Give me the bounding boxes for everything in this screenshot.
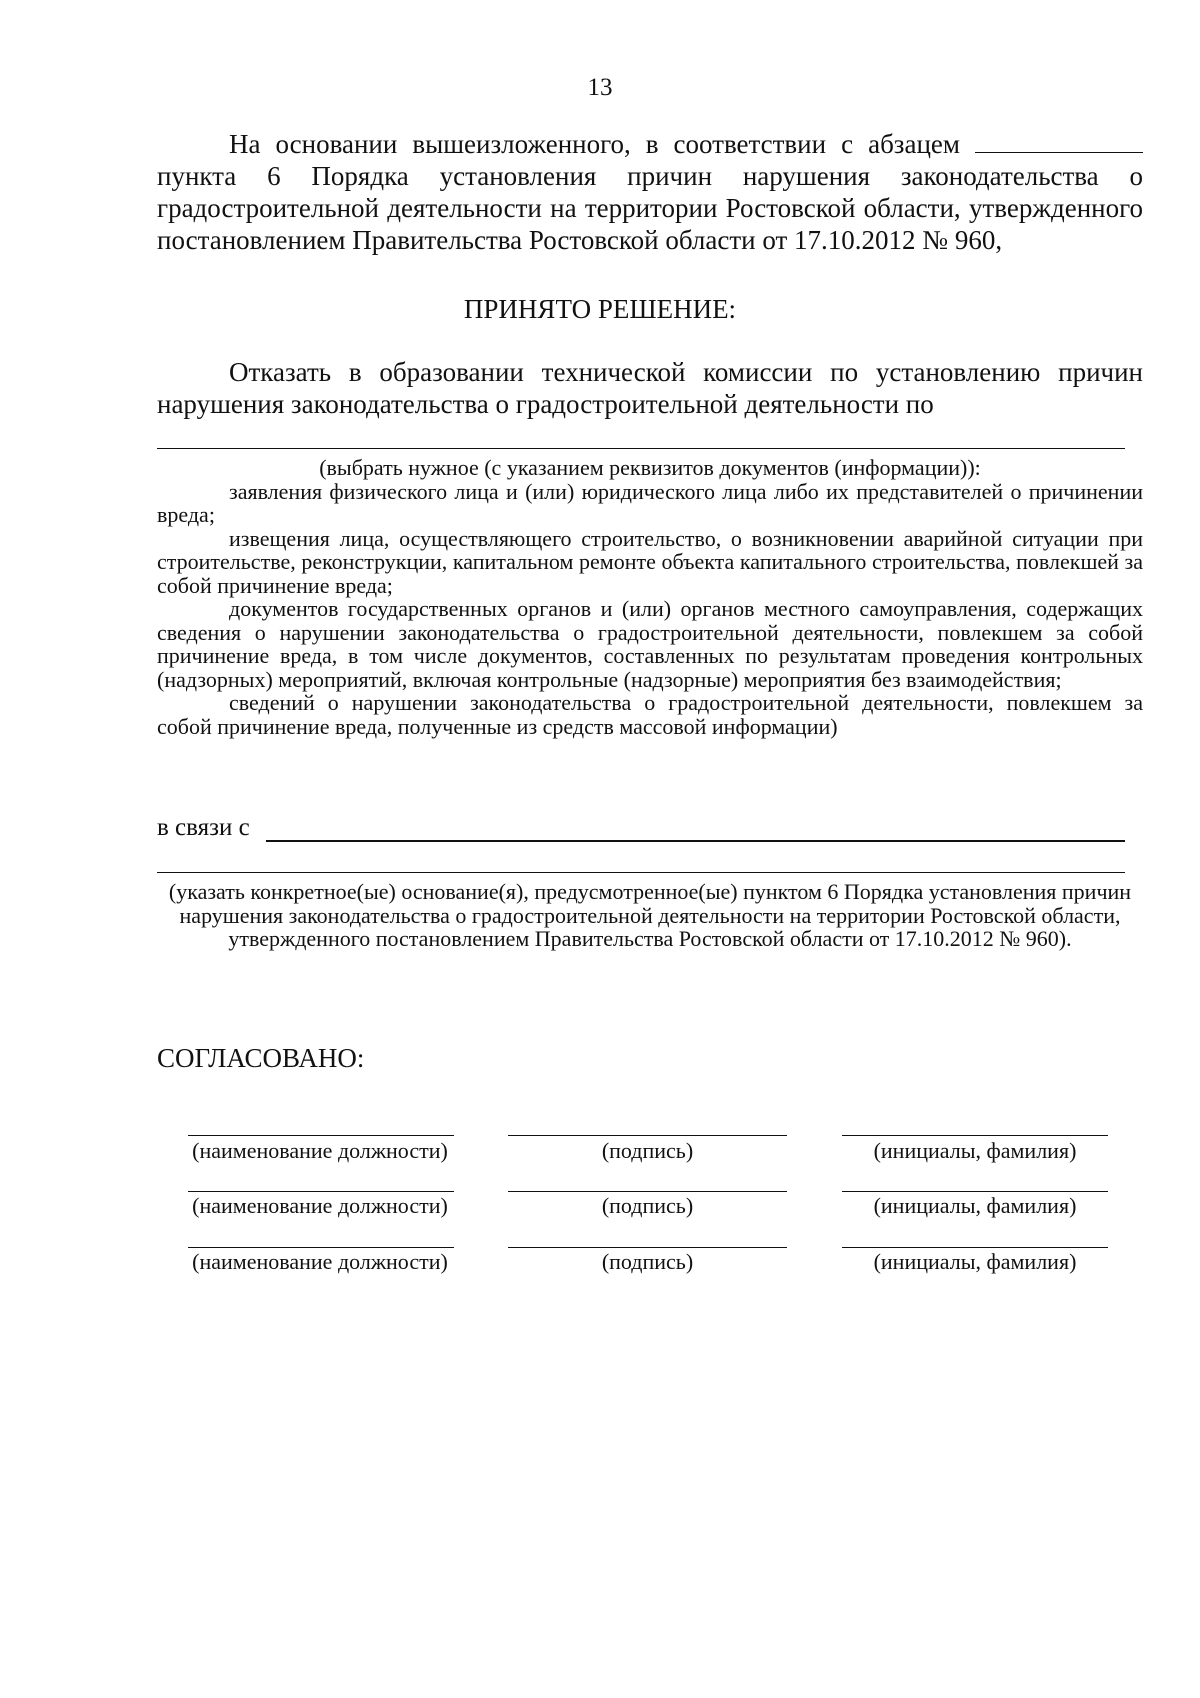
basis-blank-line[interactable] (157, 872, 1125, 873)
choose-note-item-4: сведений о нарушении законодательства о градостроительной деятельности, повлекшем за собой причинение вреда, полученные из средств массовой информации) (157, 690, 1143, 739)
signature-label-3: (подпись) (601, 1249, 694, 1274)
paragraph-basis-rest: пункта 6 Порядка установления причин нарушения законодательства о градостроительной деятельности на территории Ростовской области, утвержденного постановлением Правительства Ростовской области от 17.10.2012 № 960, (157, 161, 1143, 255)
paragraph-refuse (157, 356, 1143, 420)
position-line-2[interactable] (188, 1191, 454, 1192)
choose-note-item-3: документов государственных органов и (или) органов местного самоуправления, содержащих сведения о нарушении законодательства о градостроительной деятельности, повлекшем за собой причинение вреда, в том числе документов, составленных по результатам проведения контрольных (надзорных) мероприятий, включая контрольные (надзорные) мероприятия без взаимодействия; (157, 596, 1143, 692)
in-connection-label: в связи с (157, 814, 250, 841)
in-connection-blank-line[interactable] (266, 840, 1125, 842)
name-label-2: (инициалы, фамилия) (873, 1193, 1077, 1218)
signature-line-3[interactable] (508, 1247, 787, 1248)
position-label-1: (наименование должности) (192, 1138, 448, 1163)
page-number: 13 (587, 74, 613, 101)
signature-label-1: (подпись) (601, 1138, 694, 1163)
signature-line-1[interactable] (508, 1135, 787, 1136)
name-label-3: (инициалы, фамилия) (873, 1249, 1077, 1274)
position-line-1[interactable] (188, 1135, 454, 1136)
decision-heading: ПРИНЯТО РЕШЕНИЕ: (463, 294, 737, 324)
name-line-2[interactable] (842, 1191, 1108, 1192)
agreed-heading: СОГЛАСОВАНО: (157, 1043, 365, 1073)
paragraph-refuse-text: Отказать в образовании технической комиссии по установлению причин нарушения законодательства о градостроительной деятельности по (157, 357, 1143, 419)
name-label-1: (инициалы, фамилия) (873, 1138, 1077, 1163)
position-label-3: (наименование должности) (192, 1249, 448, 1274)
position-label-2: (наименование должности) (192, 1193, 448, 1218)
choose-note-item-1: заявления физического лица и (или) юридического лица либо их представителей о причинении вреда; (157, 478, 1143, 527)
basis-note (157, 880, 1143, 951)
choose-note-title: (выбрать нужное (с указанием реквизитов документов (информации)): (319, 455, 981, 480)
paragraph-number-blank[interactable] (975, 130, 1143, 153)
reason-blank-line[interactable] (157, 448, 1125, 449)
name-line-1[interactable] (842, 1135, 1108, 1136)
signature-label-2: (подпись) (601, 1193, 694, 1218)
choose-note-item-2: извещения лица, осуществляющего строительство, о возникновении аварийной ситуации при строительстве, реконструкции, капитальном ремонте объекта капитального строительства, повлекшей за собой причинение вреда; (157, 525, 1143, 598)
position-line-3[interactable] (188, 1247, 454, 1248)
basis-note-text: (указать конкретное(ые) основание(я), предусмотренное(ые) пунктом 6 Порядка установления причин нарушения законодательства о градостроительной деятельности на территории Ростовской области, утвержденного постановлением Правительства Ростовской области от 17.10.2012 № 960). (168, 879, 1132, 951)
choose-note (157, 456, 1143, 738)
paragraph-basis (157, 128, 1143, 256)
name-line-3[interactable] (842, 1247, 1108, 1248)
paragraph-basis-lead: На основании вышеизложенного, в соответствии с абзацем (229, 129, 960, 159)
signature-line-2[interactable] (508, 1191, 787, 1192)
